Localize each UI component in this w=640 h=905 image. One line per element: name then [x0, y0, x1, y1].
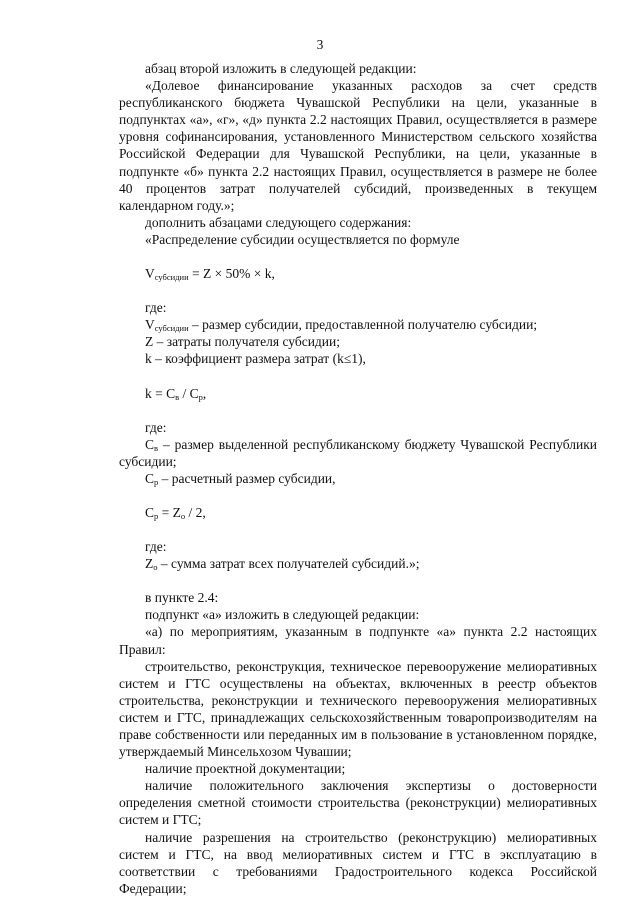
- document-body: [119, 60, 597, 897]
- def-v-subsidy: $V_{субсидии}$ – размер субсидии, предоставленной получателю субсидии;: [145, 317, 538, 334]
- paragraph-construction: строительство, реконструкция, техническое перевооружение мелиоративных систем и ГТС осуществлены на объектах, включенных в реестр объектов строительства, реконструкции и технического перевооружения мелиоративных систем и ГТС, принадлежащих сельскохозяйственным товаропроизводителям на праве собственности или переданных им в пользование в установленном порядке, утверждаемый Минсельхозом Чувашии;: [119, 658, 597, 760]
- def-zo: $Z_о$ – сумма затрат всех получателей субсидий.»;: [145, 556, 420, 573]
- label-where-1: где:: [145, 300, 167, 316]
- label-where-2: где:: [145, 419, 167, 435]
- paragraph-point-2-4: в пункте 2.4:: [145, 590, 219, 606]
- paragraph-intro: абзац второй изложить в следующей редакции:: [145, 61, 417, 76]
- paragraph-add-clauses: дополнить абзацами следующего содержания:: [145, 214, 412, 230]
- formula-subsidy: $V_{субсидии} = Z \times 50\% \times k$,: [145, 266, 275, 283]
- paragraph-a-text: «а) по мероприятиям, указанным в подпункте «а» пункта 2.2 настоящих Правил:: [119, 624, 597, 657]
- formula-cp: $C_р = Z_о / 2$,: [145, 504, 206, 521]
- paragraph-project-docs: наличие проектной документации;: [145, 761, 346, 777]
- formula-k: $k = C_в / C_р$,: [145, 385, 207, 402]
- def-cv: $C_в$ – размер выделенной республиканскому бюджету Чувашской Республики субсидии;: [119, 436, 597, 469]
- paragraph-subpoint-a: подпункт «а» изложить в следующей редакции:: [145, 607, 420, 623]
- paragraph-expertise: наличие положительного заключения экспертизы о достоверности определения сметной стоимости строительства (реконструкции) мелиоративных систем и ГТС;: [119, 778, 597, 828]
- label-where-3: где:: [145, 539, 167, 555]
- def-k: k – коэффициент размера затрат (k≤1),: [145, 351, 366, 367]
- paragraph-permit: наличие разрешения на строительство (реконструкцию) мелиоративных систем и ГТС, на ввод мелиоративных систем и ГТС в эксплуатацию в соответствии с требованиями Градостроительного кодекса Российской Федерации;: [119, 829, 597, 896]
- paragraph-cofinancing-quote: «Долевое финансирование указанных расходов за счет средств республиканского бюджета Чувашской Республики на цели, указанные в подпунктах «а», «г», «д» пункта 2.2 настоящих Правил, осуществляется в размере уровня софинансирования, установленного Министерством сельского хозяйства Российской Федерации для Чувашской Республики, на цели, указанные в подпункте «б» пункта 2.2 настоящих Правил, осуществляется в размере не более 40 процентов затрат получателей субсидий, произведенных в текущем календарном году.»;: [119, 78, 597, 213]
- def-z: Z – затраты получателя субсидии;: [145, 334, 340, 350]
- paragraph-distribution: «Распределение субсидии осуществляется по формуле: [145, 231, 460, 247]
- def-cp: $C_р$ – расчетный размер субсидии,: [145, 470, 336, 487]
- page-number: 3: [316, 37, 324, 52]
